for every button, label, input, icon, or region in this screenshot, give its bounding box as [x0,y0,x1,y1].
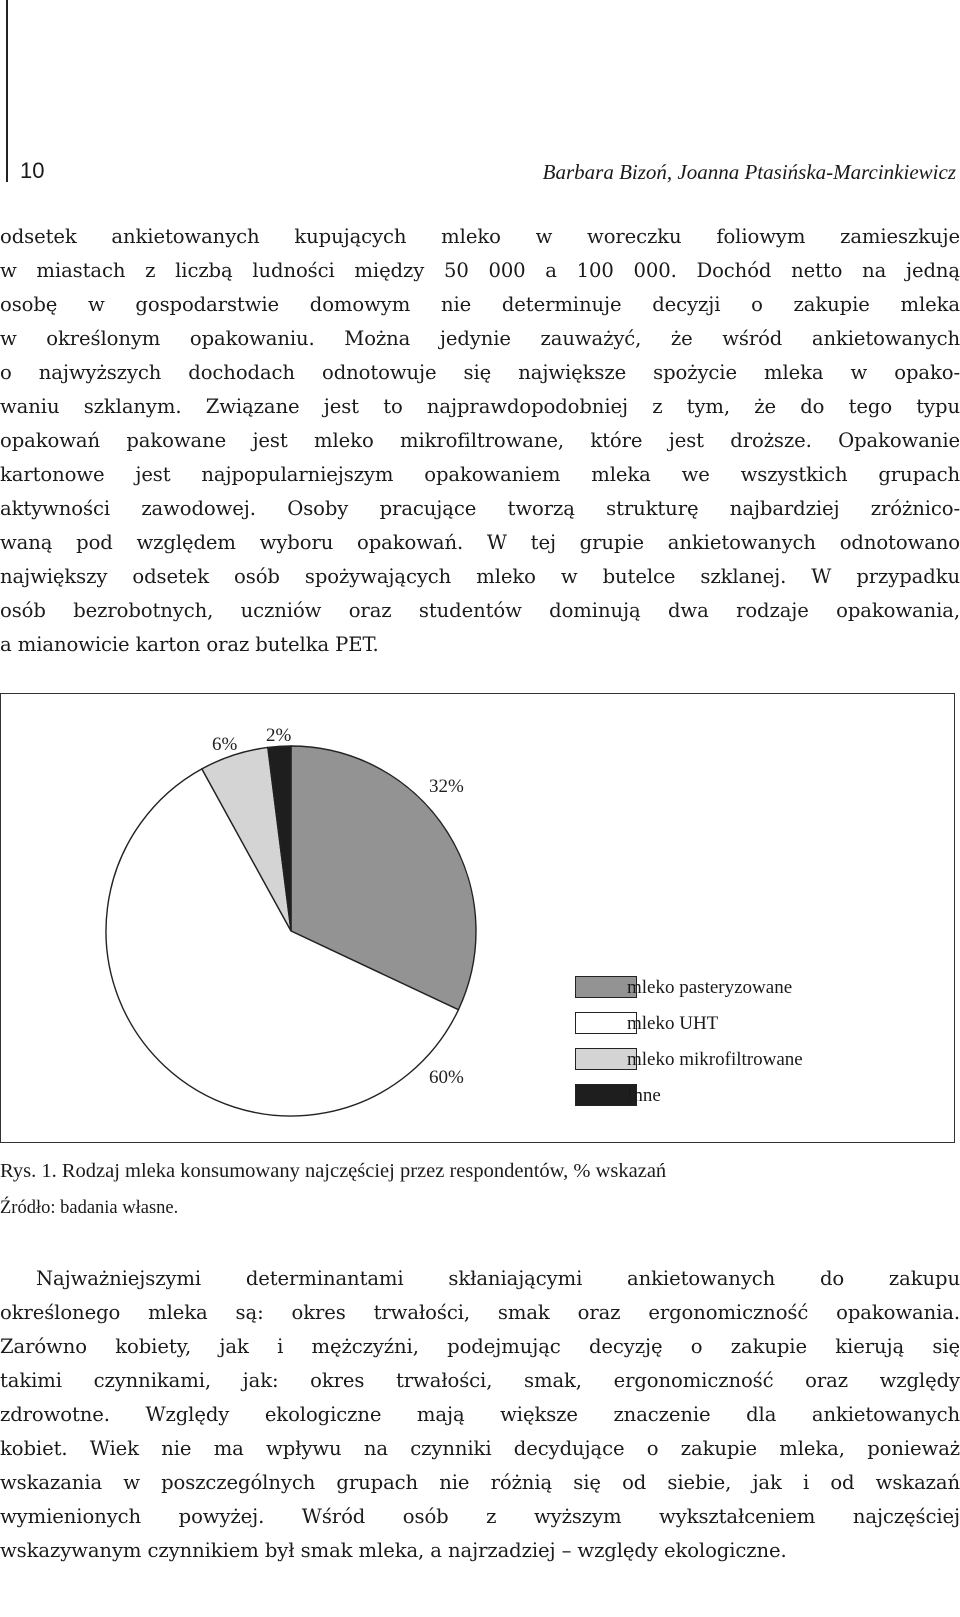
figure-frame [0,693,955,1143]
text-line: odsetek ankietowanych kupujących mleko w woreczku foliowym zamieszkuje [0,225,960,248]
text-line: kobiet. Wiek nie ma wpływu na czynniki decydujące o zakupie mleka, ponieważ [0,1437,960,1460]
figure-source: Źródło: badania własne. [0,1198,179,1218]
text-line: największy odsetek osób spożywających mleko w butelce szklanej. W przypadku [0,565,960,588]
page-number: 10 [20,158,45,183]
text-line: waną pod względem wyboru opakowań. W tej grupie ankietowanych odnotowano [0,531,960,554]
legend-label: mleko mikrofiltrowane [627,1049,803,1070]
text-line: aktywności zawodowej. Osoby pracujące tworzą strukturę najbardziej zróżnico- [0,497,960,520]
text-line: w określonym opakowaniu. Można jedynie zauważyć, że wśród ankietowanych [0,327,960,350]
text-line: osobę w gospodarstwie domowym nie determinuje decyzji o zakupie mleka [0,293,960,316]
body-paragraph-1 [0,220,960,662]
text-line: Najważniejszymi determinantami skłaniającymi ankietowanych do zakupu [36,1267,960,1290]
text-line: osób bezrobotnych, uczniów oraz studentów dominują dwa rodzaje opakowania, [0,599,960,622]
text-line: wymienionych powyżej. Wśród osób z wyższym wykształceniem najczęściej [0,1505,960,1528]
pie-data-label: 32% [429,776,464,797]
margin-rule [6,0,8,182]
text-line: wskazania w poszczególnych grupach nie różnią się od siebie, jak i od wskazań [0,1471,960,1494]
body-paragraph-2 [0,1262,960,1568]
text-line: a mianowicie karton oraz butelka PET. [0,633,379,656]
legend-label: mleko UHT [627,1013,719,1034]
text-line: kartonowe jest najpopularniejszym opakowaniem mleka we wszystkich grupach [0,463,960,486]
legend-label: Inne [627,1085,661,1106]
text-line: opakowań pakowane jest mleko mikrofiltrowane, które jest droższe. Opakowanie [0,429,960,452]
pie-data-label: 60% [429,1067,464,1088]
text-line: takimi czynnikami, jak: okres trwałości, smak, ergonomiczność oraz względy [0,1369,960,1392]
pie-data-label: 6% [212,734,238,755]
running-header-authors: Barbara Bizoń, Joanna Ptasińska-Marcinkiewicz [542,160,956,184]
text-line: wskazywanym czynnikiem był smak mleka, a najrzadziej – względy ekologiczne. [0,1539,787,1562]
text-line: w miastach z liczbą ludności między 50 000 a 100 000. Dochód netto na jedną [0,259,960,282]
pie-data-label: 2% [266,725,292,746]
figure-caption: Rys. 1. Rodzaj mleka konsumowany najczęściej przez respondentów, % wskazań [0,1160,667,1182]
legend-label: mleko pasteryzowane [627,977,793,998]
pie-chart [1,694,953,1141]
text-line: waniu szklanym. Związane jest to najprawdopodobniej z tym, że do tego typu [0,395,960,418]
text-line: określonego mleka są: okres trwałości, smak oraz ergonomiczność opakowania. [0,1301,960,1324]
text-line: Zarówno kobiety, jak i mężczyźni, podejmując decyzję o zakupie kierują się [0,1335,960,1358]
text-line: zdrowotne. Względy ekologiczne mają większe znaczenie dla ankietowanych [0,1403,960,1426]
text-line: o najwyższych dochodach odnotowuje się największe spożycie mleka w opako- [0,361,960,384]
